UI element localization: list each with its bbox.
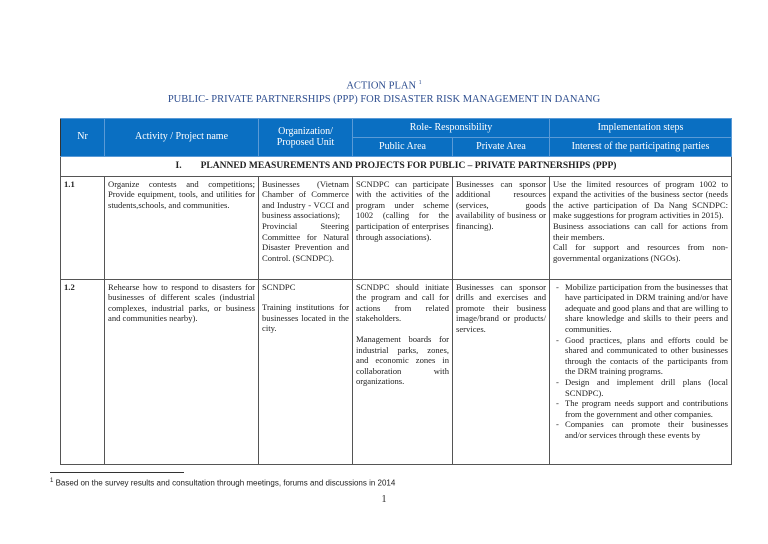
table-row [61, 279, 732, 464]
row-org: Businesses (Vietnam Chamber of Commerce and Industry - VCCI and business associations); Provincial Steering Committee for Natural Disaster Prevention and Control. (SCNDPC). [259, 176, 353, 279]
section-heading: I. PLANNED MEASUREMENTS AND PROJECTS FOR PUBLIC – PRIVATE PARTNERSHIPS (PPP) [61, 157, 732, 177]
row-private: Businesses can sponsor drills and exercises and promote their business image/brand or products/ services. [453, 279, 550, 464]
table-row [61, 176, 732, 279]
header-interest: Interest of the participating parties [550, 138, 732, 157]
footnote: $^1$ Based on the survey results and consultation through meetings, forums and discussions in 2014 [50, 478, 396, 488]
row-nr: 1.2 [61, 279, 105, 464]
header-private: Private Area [453, 138, 550, 157]
header-org: Organization/ Proposed Unit [259, 119, 353, 157]
header-activity: Activity / Project name [105, 119, 259, 157]
header-impl: Implementation steps [550, 119, 732, 138]
header-role: Role- Responsibility [353, 119, 550, 138]
row-activity: Organize contests and competitions; Provide equipment, tools, and utilities for students,schools, and communities. [105, 176, 259, 279]
footnote-divider [50, 472, 184, 473]
row-impl: - Mobilize participation from the businesses that have participated in DRM training and/or have adequate and good plans and that are willing to share knowledge and skills to their peers and communities. - Good practices, plans and efforts could be shared and communicated to other businesses through the contacts of the participants from the DRM training programs. - Design and implement drill plans (local SCNDPC). - The program needs support and contributions from the government and other companies. - Companies can promote their businesses and/or services through these events by [550, 279, 732, 464]
header-nr: Nr [61, 119, 105, 157]
document-title: ACTION PLAN $^1$ [346, 80, 422, 92]
row-private: Businesses can sponsor additional resources (services, goods availability of business or financing). [453, 176, 550, 279]
action-plan-table [60, 118, 732, 465]
row-org: SCNDPC Training institutions for businesses located in the city. [259, 279, 353, 464]
row-public: SCNDPC should initiate the program and call for actions from related stakeholders. Management boards for industrial parks, zones, and economic zones in collaboration with organizations. [353, 279, 453, 464]
row-nr: 1.1 [61, 176, 105, 279]
row-public: SCNDPC can participate with the activities of the program under scheme 1002 (calling for the participation of enterprises through associations). [353, 176, 453, 279]
row-activity: Rehearse how to respond to disasters for businesses of different scales (industrial complexes, industrial parks, or business and communities nearby). [105, 279, 259, 464]
row-impl: Use the limited resources of program 1002 to expand the activities of the business sector (needs the active participation of Da Nang SCNDPC: make suggestions for program activities in 2015). Business associations can call for actions from their members. Call for support and resources from non-governmental organizations (NGOs). [550, 176, 732, 279]
document-subtitle: PUBLIC- PRIVATE PARTNERSHIPS (PPP) FOR DISASTER RISK MANAGEMENT IN DANANG [167, 94, 601, 105]
page-number: 1 [381, 494, 387, 505]
header-public: Public Area [353, 138, 453, 157]
